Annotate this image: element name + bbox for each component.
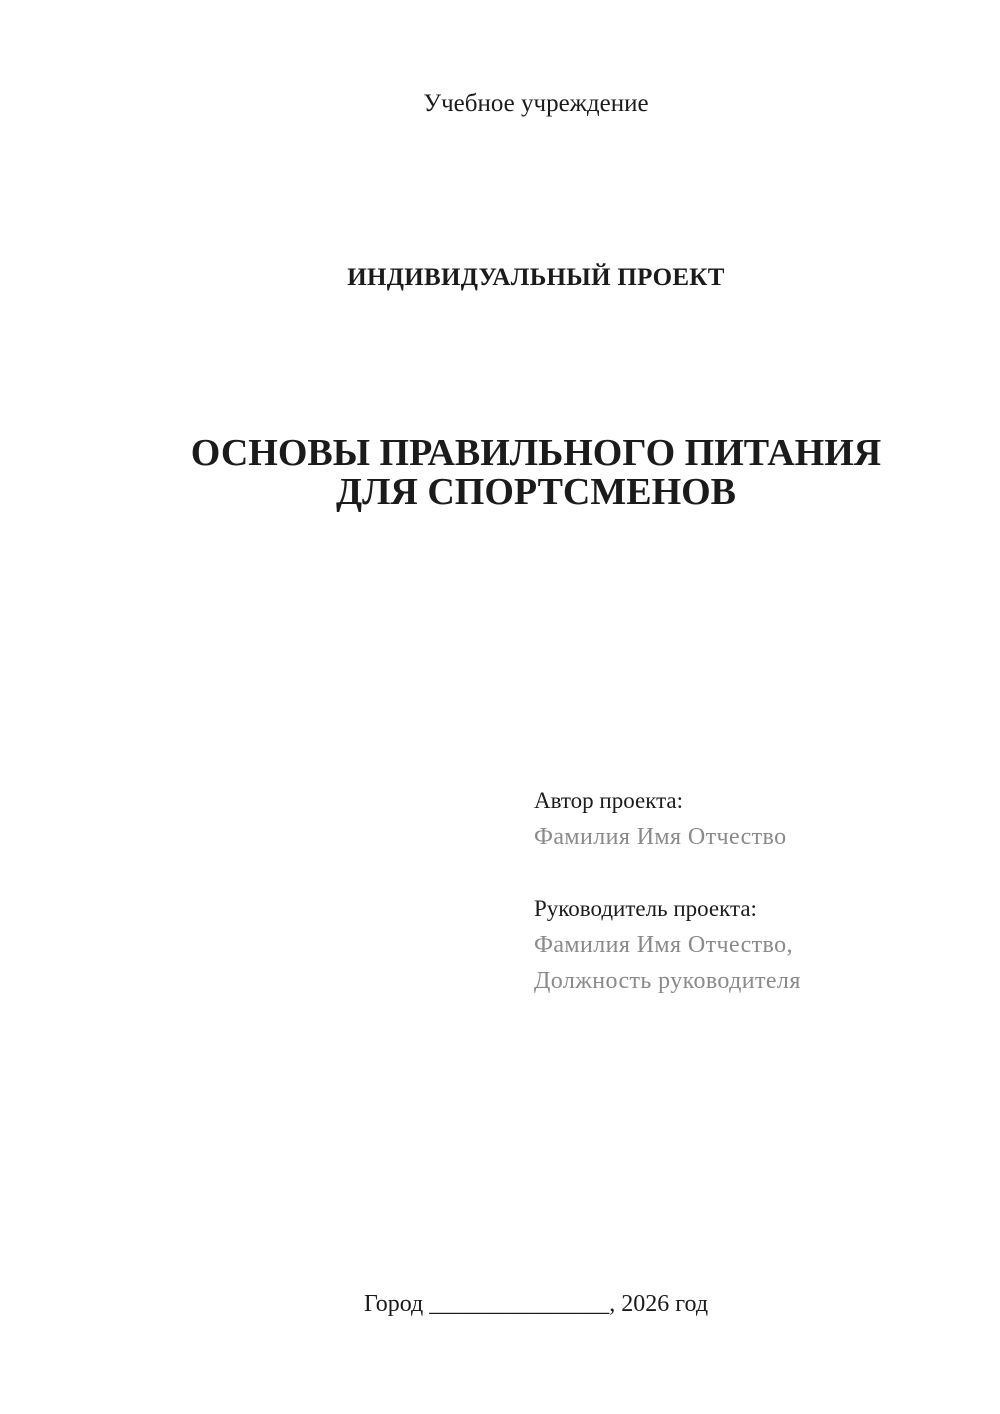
author-label: Автор проекта: <box>534 788 683 813</box>
document-title <box>143 434 929 512</box>
city-label: Город <box>363 1291 424 1317</box>
year-text: , 2026 год <box>609 1291 709 1317</box>
institution-line: Учебное учреждение <box>423 90 649 117</box>
supervisor-position-placeholder: Должность руководителя <box>534 968 801 994</box>
city-blank-line: _______________ <box>429 1291 610 1317</box>
supervisor-name-placeholder: Фамилия Имя Отчество, <box>534 932 793 958</box>
document-title-line2: ДЛЯ СПОРТСМЕНОВ <box>335 471 737 513</box>
document-title-line1: ОСНОВЫ ПРАВИЛЬНОГО ПИТАНИЯ <box>190 432 882 474</box>
credits-block <box>534 783 801 999</box>
supervisor-label: Руководитель проекта: <box>534 896 757 921</box>
city-year-line <box>143 1289 929 1319</box>
project-type-heading: ИНДИВИДУАЛЬНЫЙ ПРОЕКТ <box>347 264 725 291</box>
credits-spacer <box>534 855 801 891</box>
author-name-placeholder: Фамилия Имя Отчество <box>534 824 787 850</box>
